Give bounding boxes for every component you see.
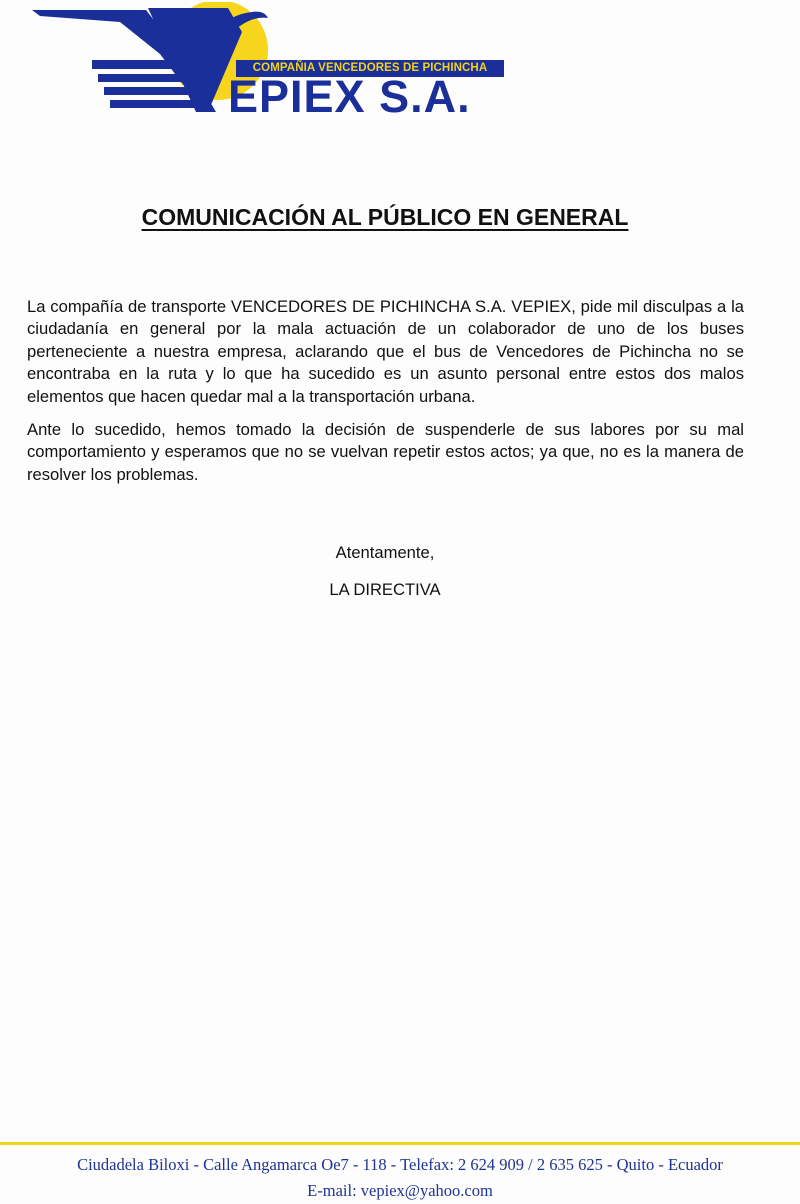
logo-wordmark: EPIEX S.A. [228,71,471,122]
footer-email: E-mail: vepiex@yahoo.com [307,1181,493,1200]
closing-salutation: Atentamente, [335,543,435,562]
page-title: COMUNICACIÓN AL PÚBLICO EN GENERAL [141,204,629,230]
paragraph-2: Ante lo sucedido, hemos tomado la decisión de suspenderle de sus labores por su mal comportamiento y esperamos que no se vuelvan repetir estos actos; ya que, no es la manera de resolver los problemas. [27,420,744,484]
paragraph-1: La compañía de transporte VENCEDORES DE PICHINCHA S.A. VEPIEX, pide mil disculpas a la ciudadanía en general por la mala actuación de un colaborador de uno de los buses perteneciente a nuestra empresa, aclarando que el bus de Vencedores de Pichincha no se encontraba en la ruta y lo que ha sucedido es un asunto personal entre estos dos malos elementos que hacen quedar mal a la transportación urbana. [27,297,744,406]
letter-body [27,296,744,497]
signature: LA DIRECTIVA [329,580,441,599]
footer-divider [0,1142,800,1145]
logo-tagline: COMPAÑIA VENCEDORES DE PICHINCHA [236,60,504,77]
company-logo [28,2,488,122]
footer-address: Ciudadela Biloxi - Calle Angamarca Oe7 - 118 - Telefax: 2 624 909 / 2 635 625 - Quito - Ecuador [77,1155,723,1174]
